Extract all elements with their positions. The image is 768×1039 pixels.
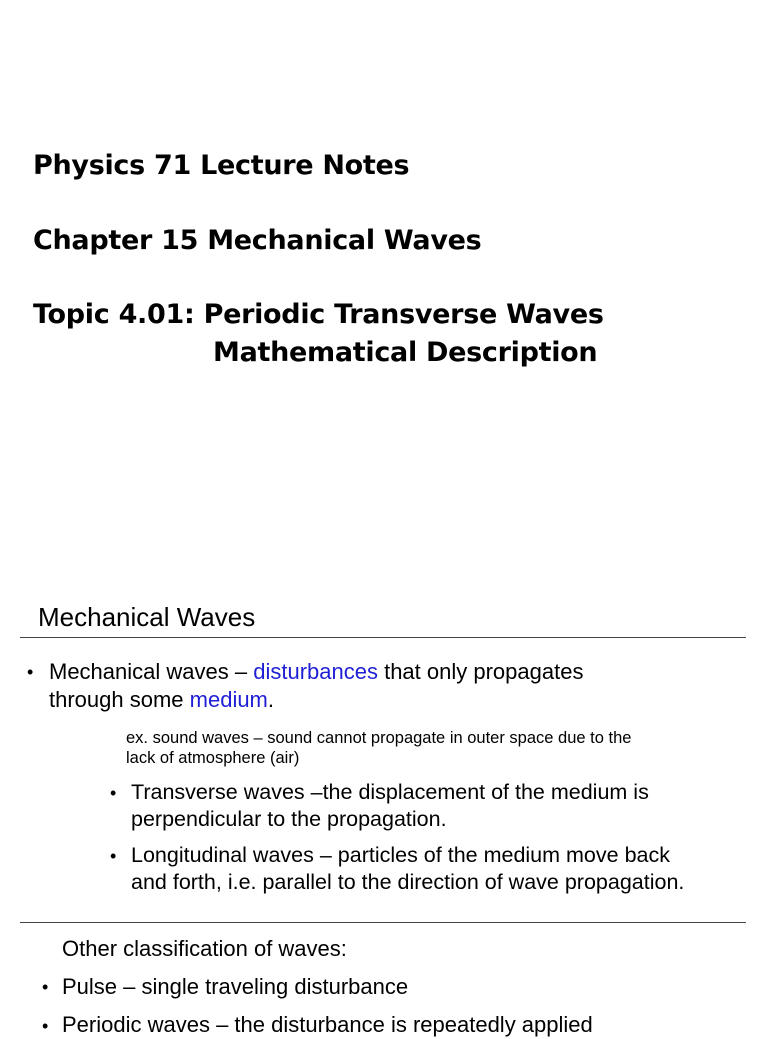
highlight-medium: medium	[189, 687, 268, 712]
longitudinal-line1: Longitudinal waves – particles of the medium move back	[131, 843, 670, 867]
bullet-text: through some	[49, 687, 190, 712]
highlight-disturbances: disturbances	[253, 659, 378, 684]
bullet-marker: •	[42, 977, 49, 997]
bullet-text: Mechanical waves –	[49, 659, 254, 684]
pulse-item: Pulse – single traveling disturbance	[62, 974, 409, 999]
bullet-text: that only propagates	[377, 659, 584, 684]
bullet-marker: •	[27, 662, 34, 682]
course-title: Physics 71 Lecture Notes	[33, 150, 410, 181]
transverse-line2: perpendicular to the propagation.	[131, 807, 447, 831]
bullet-mechanical-waves-line2	[49, 686, 274, 714]
top-divider	[20, 637, 746, 638]
bullet-text: .	[267, 687, 275, 712]
bottom-divider	[20, 922, 746, 923]
transverse-line1: Transverse waves –the displacement of the medium is	[131, 780, 649, 804]
longitudinal-line2: and forth, i.e. parallel to the direction of wave propagation.	[131, 870, 685, 894]
chapter-title: Chapter 15 Mechanical Waves	[33, 225, 482, 256]
bullet-marker: •	[110, 783, 117, 803]
bullet-mechanical-waves-line1	[49, 658, 583, 686]
topic-title: Topic 4.01: Periodic Transverse Waves	[33, 299, 604, 330]
example-line1: ex. sound waves – sound cannot propagate in outer space due to the	[126, 729, 632, 747]
bullet-marker: •	[42, 1016, 49, 1036]
bullet-marker: •	[110, 846, 117, 866]
topic-subtitle: Mathematical Description	[213, 337, 598, 368]
example-line2: lack of atmosphere (air)	[126, 749, 300, 767]
classification-intro: Other classification of waves:	[62, 936, 347, 961]
periodic-item: Periodic waves – the disturbance is repeatedly applied	[62, 1012, 593, 1037]
section-heading: Mechanical Waves	[38, 602, 256, 632]
